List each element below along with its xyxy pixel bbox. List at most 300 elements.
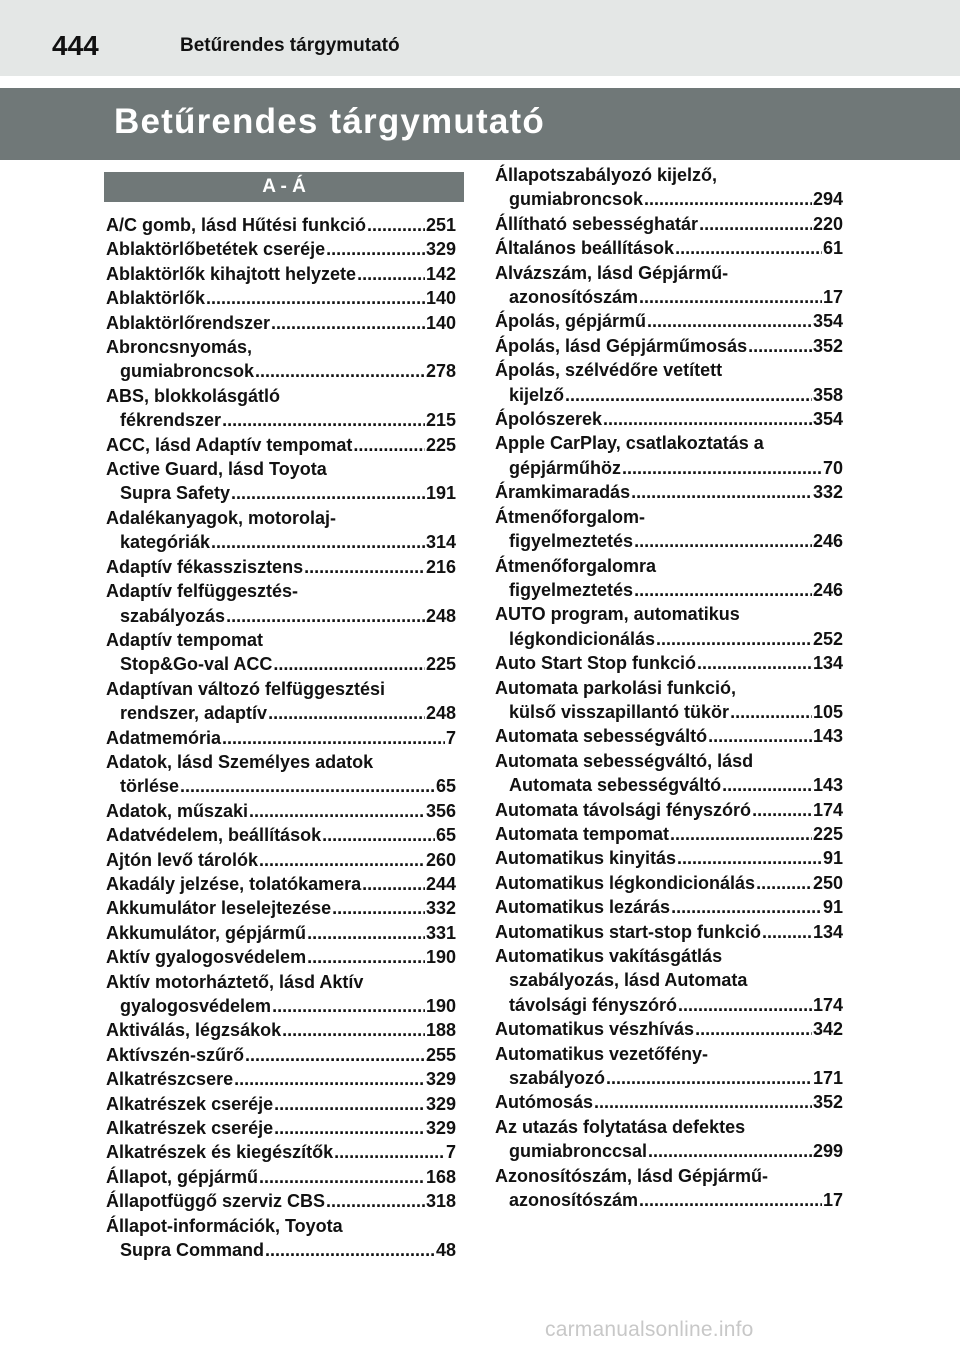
entry-page-number: 342 <box>812 1019 843 1040</box>
entry-row <box>495 309 843 333</box>
dot-leader <box>699 212 812 236</box>
index-entry <box>106 799 456 823</box>
entry-page-number: 225 <box>812 823 843 844</box>
entry-term: gépjárműhöz <box>509 457 622 478</box>
entry-term: távolsági fényszóró <box>509 994 678 1015</box>
dot-leader <box>326 1189 425 1213</box>
index-entry <box>106 677 456 726</box>
dot-leader <box>603 407 812 431</box>
index-entry <box>106 1043 456 1067</box>
index-entry <box>106 896 456 920</box>
entry-term: Akkumulátor leselejtezése <box>106 898 332 919</box>
dot-leader <box>231 481 425 505</box>
entry-page-number: 358 <box>812 384 843 405</box>
entry-row <box>106 726 456 750</box>
entry-row <box>106 823 456 847</box>
entry-term: légkondicionálás <box>509 628 656 649</box>
entry-row <box>106 286 456 310</box>
entry-term: gumiabroncsok <box>120 361 255 382</box>
entry-page-number: 48 <box>435 1240 456 1261</box>
index-entry <box>495 505 843 554</box>
entry-row <box>106 408 456 432</box>
entry-heading: Adaptív felfüggesztés- <box>106 581 299 602</box>
entry-heading: Állapotszabályozó kijelző, <box>495 165 718 185</box>
dot-leader <box>697 651 812 675</box>
entry-heading: Azonosítószám, lásd Gépjármű- <box>495 1165 769 1186</box>
entry-term: Automatikus lezárás <box>495 897 671 918</box>
entry-heading: Ápolás, szélvédőre vetített <box>495 360 723 381</box>
index-entry <box>106 1165 456 1189</box>
entry-term: A/C gomb, lásd Hűtési funkció <box>106 215 367 235</box>
entry-row <box>106 481 456 505</box>
entry-term: Ápolás, gépjármű <box>495 311 647 332</box>
index-entry <box>106 945 456 969</box>
entry-term: Ajtón levő tárolók <box>106 849 259 870</box>
entry-row <box>106 433 456 457</box>
entry-page-number: 318 <box>425 1191 456 1212</box>
entry-row <box>495 480 843 504</box>
entry-row <box>106 945 456 969</box>
entry-page-number: 294 <box>812 189 843 210</box>
entry-term: Állítható sebességhatár <box>495 213 699 234</box>
dot-leader <box>675 236 822 260</box>
dot-leader <box>634 578 812 602</box>
entry-row <box>495 993 843 1017</box>
index-entry <box>106 457 456 506</box>
watermark: carmanualsonline.info <box>545 1318 754 1341</box>
entry-page-number: 191 <box>425 483 456 504</box>
entry-page-number: 142 <box>425 263 456 284</box>
entry-term: gyalogosvédelem <box>120 996 272 1016</box>
entry-heading: ABS, blokkolásgátló <box>106 385 281 406</box>
entry-row <box>106 1238 456 1262</box>
dot-leader <box>634 529 812 553</box>
entry-term: gumiabronccsal <box>509 1141 648 1162</box>
page-number: 444 <box>52 30 99 61</box>
entry-term: Ápolás, lásd Gépjárműmosás <box>495 335 748 356</box>
entry-page-number: 140 <box>425 288 456 309</box>
index-entry <box>495 480 843 504</box>
entry-term: Alkatrészek és kiegészítők <box>106 1142 334 1163</box>
entry-page-number: 91 <box>822 848 843 869</box>
entry-heading: Active Guard, lásd Toyota <box>106 459 327 480</box>
entry-page-number: 134 <box>812 921 843 942</box>
entry-term: ACC, lásd Adaptív tempomat <box>106 434 353 455</box>
index-entry <box>495 163 843 212</box>
index-entry <box>106 848 456 872</box>
index-entry <box>106 1189 456 1213</box>
entry-row <box>495 187 843 211</box>
dot-leader <box>271 311 425 335</box>
entry-page-number: 314 <box>425 532 456 553</box>
dot-leader <box>656 627 812 651</box>
entry-heading: Automatikus vakításgátlás <box>495 946 723 966</box>
entry-page-number: 70 <box>822 457 843 478</box>
entry-row <box>495 1066 843 1090</box>
entry-heading: Átmenőforgalomra <box>495 555 657 576</box>
entry-row <box>106 237 456 261</box>
dot-leader <box>762 920 812 944</box>
entry-term: Automata tempomat <box>495 823 670 844</box>
entry-term: Automata sebességváltó <box>495 726 708 747</box>
index-entry <box>106 311 456 335</box>
dot-leader <box>639 1188 822 1212</box>
entry-term: Auto Start Stop funkció <box>495 653 696 674</box>
entry-row <box>106 652 456 676</box>
dot-leader <box>722 773 812 797</box>
entry-heading: Aktív motorháztető, lásd Aktív <box>106 971 364 992</box>
entry-heading: Adatok, lásd Személyes adatok <box>106 751 374 772</box>
index-entry <box>106 579 456 628</box>
dot-leader <box>677 846 822 870</box>
dot-leader <box>307 945 425 969</box>
entry-term: Alkatrészek cseréje <box>106 1118 274 1139</box>
index-entry <box>495 334 843 358</box>
entry-row <box>495 846 843 870</box>
dot-leader <box>644 187 812 211</box>
entry-row <box>106 1043 456 1067</box>
entry-row <box>495 798 843 822</box>
entry-page-number: 250 <box>812 872 843 893</box>
entry-row <box>495 212 843 236</box>
entry-term: Supra Command <box>120 1240 265 1261</box>
entry-heading-continued: szabályozás, lásd Automata <box>509 970 748 991</box>
dot-leader <box>756 871 812 895</box>
entry-term: Adaptív fékasszisztens <box>106 556 304 577</box>
entry-row <box>106 530 456 554</box>
entry-term: Supra Safety <box>120 483 231 504</box>
entry-row <box>495 236 843 260</box>
entry-row <box>106 921 456 945</box>
index-entry <box>106 506 456 555</box>
dot-leader <box>367 213 425 237</box>
entry-row <box>106 774 456 798</box>
entry-page-number: 260 <box>425 849 456 870</box>
index-entry <box>106 628 456 677</box>
dot-leader <box>639 285 822 309</box>
index-entry <box>106 213 456 237</box>
entry-row <box>495 627 843 651</box>
index-entry <box>495 798 843 822</box>
entry-term: Ápolószerek <box>495 409 603 430</box>
index-entry <box>106 750 456 799</box>
dot-leader <box>249 799 425 823</box>
dot-leader <box>362 872 425 896</box>
dot-leader <box>357 262 425 286</box>
entry-term: Ablaktörlők kihajtott helyzete <box>106 263 357 284</box>
entry-row <box>495 822 843 846</box>
entry-row <box>106 604 456 628</box>
entry-page-number: 140 <box>425 312 456 333</box>
entry-term: Automata távolsági fényszóró <box>495 799 752 820</box>
dot-leader <box>565 383 812 407</box>
index-entry <box>495 871 843 895</box>
dot-leader <box>211 530 425 554</box>
entry-row <box>495 651 843 675</box>
dot-leader <box>322 823 435 847</box>
dot-leader <box>307 921 425 945</box>
index-entry <box>495 1164 843 1213</box>
index-entry <box>495 724 843 748</box>
dot-leader <box>730 700 812 724</box>
dot-leader <box>631 480 812 504</box>
entry-term: Automata sebességváltó <box>509 775 722 796</box>
dot-leader <box>752 798 812 822</box>
entry-term: Automatikus vészhívás <box>495 1019 695 1040</box>
entry-term: kategóriák <box>120 532 211 553</box>
entry-row <box>106 896 456 920</box>
index-entry <box>106 726 456 750</box>
entry-row <box>495 383 843 407</box>
entry-term: Akadály jelzése, tolatókamera <box>106 873 362 894</box>
entry-page-number: 220 <box>812 213 843 234</box>
entry-term: kijelző <box>509 384 565 405</box>
index-entry <box>106 1214 456 1263</box>
entry-page-number: 7 <box>445 727 456 748</box>
entry-page-number: 352 <box>812 335 843 356</box>
dot-leader <box>274 1092 425 1116</box>
entry-heading: Állapot-információk, Toyota <box>106 1215 343 1236</box>
entry-heading: Abroncsnyomás, <box>106 337 253 358</box>
entry-row <box>495 1188 843 1212</box>
entry-page-number: 225 <box>425 434 456 455</box>
entry-row <box>495 334 843 358</box>
entry-term: Automatikus kinyitás <box>495 848 677 869</box>
entry-term: Állapotfüggő szerviz CBS <box>106 1191 326 1212</box>
dot-leader <box>622 456 822 480</box>
entry-row <box>106 994 456 1018</box>
entry-page-number: 143 <box>812 726 843 747</box>
entry-page-number: 248 <box>425 703 456 724</box>
entry-heading: Alvázszám, lásd Gépjármű- <box>495 262 729 283</box>
dot-leader <box>670 822 812 846</box>
index-entry <box>106 1067 456 1091</box>
entry-heading: Az utazás folytatása defektes <box>495 1116 746 1137</box>
entry-page-number: 329 <box>425 239 456 260</box>
entry-term: Akkumulátor, gépjármű <box>106 922 307 943</box>
index-entry <box>106 237 456 261</box>
dot-leader <box>245 1043 425 1067</box>
entry-page-number: 352 <box>812 1092 843 1113</box>
dot-leader <box>695 1017 812 1041</box>
entry-row <box>495 920 843 944</box>
entry-page-number: 255 <box>425 1044 456 1065</box>
entry-term: Automatikus légkondicionálás <box>495 872 756 893</box>
entry-page-number: 190 <box>425 947 456 968</box>
dot-leader <box>671 895 822 919</box>
entry-row <box>495 407 843 431</box>
entry-page-number: 246 <box>812 579 843 600</box>
index-entry <box>106 1116 456 1140</box>
dot-leader <box>234 1067 425 1091</box>
entry-page-number: 61 <box>822 238 843 259</box>
entry-term: Stop&Go-val ACC <box>120 654 273 675</box>
entry-term: Ablaktörlők <box>106 288 206 309</box>
entry-page-number: 329 <box>425 1093 456 1114</box>
entry-term: gumiabroncsok <box>509 189 644 210</box>
entry-page-number: 278 <box>425 361 456 382</box>
index-entry <box>106 384 456 433</box>
dot-leader <box>222 408 425 432</box>
dot-leader <box>282 1018 425 1042</box>
entry-row <box>106 1092 456 1116</box>
index-entry <box>106 1018 456 1042</box>
index-entry <box>106 262 456 286</box>
entry-heading: Automatikus vezetőfény- <box>495 1043 709 1064</box>
entry-page-number: 354 <box>812 311 843 332</box>
entry-row <box>495 285 843 309</box>
entry-row <box>106 799 456 823</box>
entry-row <box>106 701 456 725</box>
entry-row <box>495 456 843 480</box>
entry-row <box>106 1116 456 1140</box>
entry-term: figyelmeztetés <box>509 531 634 552</box>
entry-row <box>495 1139 843 1163</box>
index-entry <box>106 872 456 896</box>
entry-page-number: 331 <box>425 922 456 943</box>
entry-term: Állapot, gépjármű <box>106 1166 259 1187</box>
index-entry <box>495 944 843 1017</box>
index-entry <box>106 1140 456 1164</box>
dot-leader <box>273 652 425 676</box>
entry-row <box>495 895 843 919</box>
dot-leader <box>606 1066 812 1090</box>
entry-term: Aktív gyalogosvédelem <box>106 947 307 968</box>
entry-heading: Adaptív tempomat <box>106 629 264 650</box>
entry-row <box>106 872 456 896</box>
entry-term: szabályozó <box>509 1068 606 1089</box>
entry-row <box>495 724 843 748</box>
index-entry <box>106 921 456 945</box>
entry-row <box>495 700 843 724</box>
entry-page-number: 91 <box>822 897 843 918</box>
dot-leader <box>222 726 445 750</box>
entry-page-number: 216 <box>425 556 456 577</box>
entry-page-number: 244 <box>425 873 456 894</box>
entry-heading: Átmenőforgalom- <box>495 506 645 527</box>
entry-term: szabályozás <box>120 605 226 626</box>
index-column-right <box>495 163 843 1212</box>
index-entry <box>495 822 843 846</box>
entry-term: külső visszapillantó tükör <box>509 701 730 722</box>
entry-page-number: 17 <box>822 287 843 308</box>
entry-term: azonosítószám <box>509 287 639 308</box>
entry-term: Adatmemória <box>106 727 222 748</box>
entry-page-number: 329 <box>425 1069 456 1090</box>
dot-leader <box>648 1139 812 1163</box>
entry-page-number: 65 <box>435 825 456 846</box>
dot-leader <box>678 993 812 1017</box>
entry-term: Ablaktörlőrendszer <box>106 312 271 333</box>
entry-row <box>106 1067 456 1091</box>
index-entry <box>495 1017 843 1041</box>
entry-page-number: 251 <box>425 215 456 235</box>
dot-leader <box>268 701 425 725</box>
entry-term: figyelmeztetés <box>509 579 634 600</box>
entry-row <box>106 262 456 286</box>
index-entry <box>495 309 843 333</box>
entry-heading: Adalékanyagok, motorolaj- <box>106 507 337 528</box>
entry-heading: Automata parkolási funkció, <box>495 677 737 698</box>
page-title: Betűrendes tárgymutató <box>114 102 545 141</box>
entry-row <box>495 871 843 895</box>
entry-row <box>106 1140 456 1164</box>
dot-leader <box>748 334 812 358</box>
entry-page-number: 252 <box>812 628 843 649</box>
index-entry <box>495 358 843 407</box>
index-entry <box>495 212 843 236</box>
entry-page-number: 134 <box>812 653 843 674</box>
entry-term: Autómosás <box>495 1092 594 1113</box>
entry-page-number: 7 <box>445 1142 456 1163</box>
entry-heading: Apple CarPlay, csatlakoztatás a <box>495 433 764 454</box>
index-entry <box>495 1115 843 1164</box>
dot-leader <box>332 896 425 920</box>
index-entry <box>495 920 843 944</box>
entry-term: fékrendszer <box>120 410 222 431</box>
entry-page-number: 246 <box>812 531 843 552</box>
index-entry <box>495 651 843 675</box>
entry-term: Automatikus start-stop funkció <box>495 921 762 942</box>
entry-row <box>495 1090 843 1114</box>
index-entry <box>106 823 456 847</box>
entry-heading: Automata sebességváltó, lásd <box>495 750 754 771</box>
entry-page-number: 332 <box>812 482 843 503</box>
dot-leader <box>594 1090 812 1114</box>
top-bar <box>0 0 960 76</box>
dot-leader <box>180 774 435 798</box>
index-entry <box>106 970 456 1019</box>
entry-term: Adatvédelem, beállítások <box>106 825 322 846</box>
entry-page-number: 248 <box>425 605 456 626</box>
dot-leader <box>647 309 812 333</box>
dot-leader <box>326 237 425 261</box>
index-entry <box>106 555 456 579</box>
entry-page-number: 17 <box>822 1190 843 1211</box>
section-header: A - Á <box>104 172 464 202</box>
dot-leader <box>334 1140 445 1164</box>
index-entry <box>495 236 843 260</box>
entry-term: Alkatrészek cseréje <box>106 1093 274 1114</box>
entry-page-number: 215 <box>425 410 456 431</box>
entry-page-number: 188 <box>425 1020 456 1041</box>
entry-term: törlése <box>120 776 180 797</box>
entry-page-number: 332 <box>425 898 456 919</box>
dot-leader <box>226 604 425 628</box>
entry-page-number: 105 <box>812 701 843 722</box>
entry-term: Adatok, műszaki <box>106 800 249 821</box>
entry-row <box>495 773 843 797</box>
entry-row <box>495 1017 843 1041</box>
entry-term: Aktívszén-szűrő <box>106 1044 245 1065</box>
index-entry <box>495 431 843 480</box>
entry-row <box>106 555 456 579</box>
entry-row <box>106 213 456 237</box>
dot-leader <box>259 1165 425 1189</box>
entry-row <box>106 311 456 335</box>
index-entry <box>495 554 843 603</box>
dot-leader <box>304 555 425 579</box>
entry-term: Aktiválás, légzsákok <box>106 1020 282 1041</box>
entry-page-number: 143 <box>812 775 843 796</box>
index-column-left <box>106 213 456 1262</box>
entry-term: Alkatrészcsere <box>106 1069 234 1090</box>
entry-page-number: 171 <box>812 1068 843 1089</box>
entry-row <box>495 529 843 553</box>
index-entry <box>106 286 456 310</box>
index-entry <box>495 749 843 798</box>
index-entry <box>495 895 843 919</box>
